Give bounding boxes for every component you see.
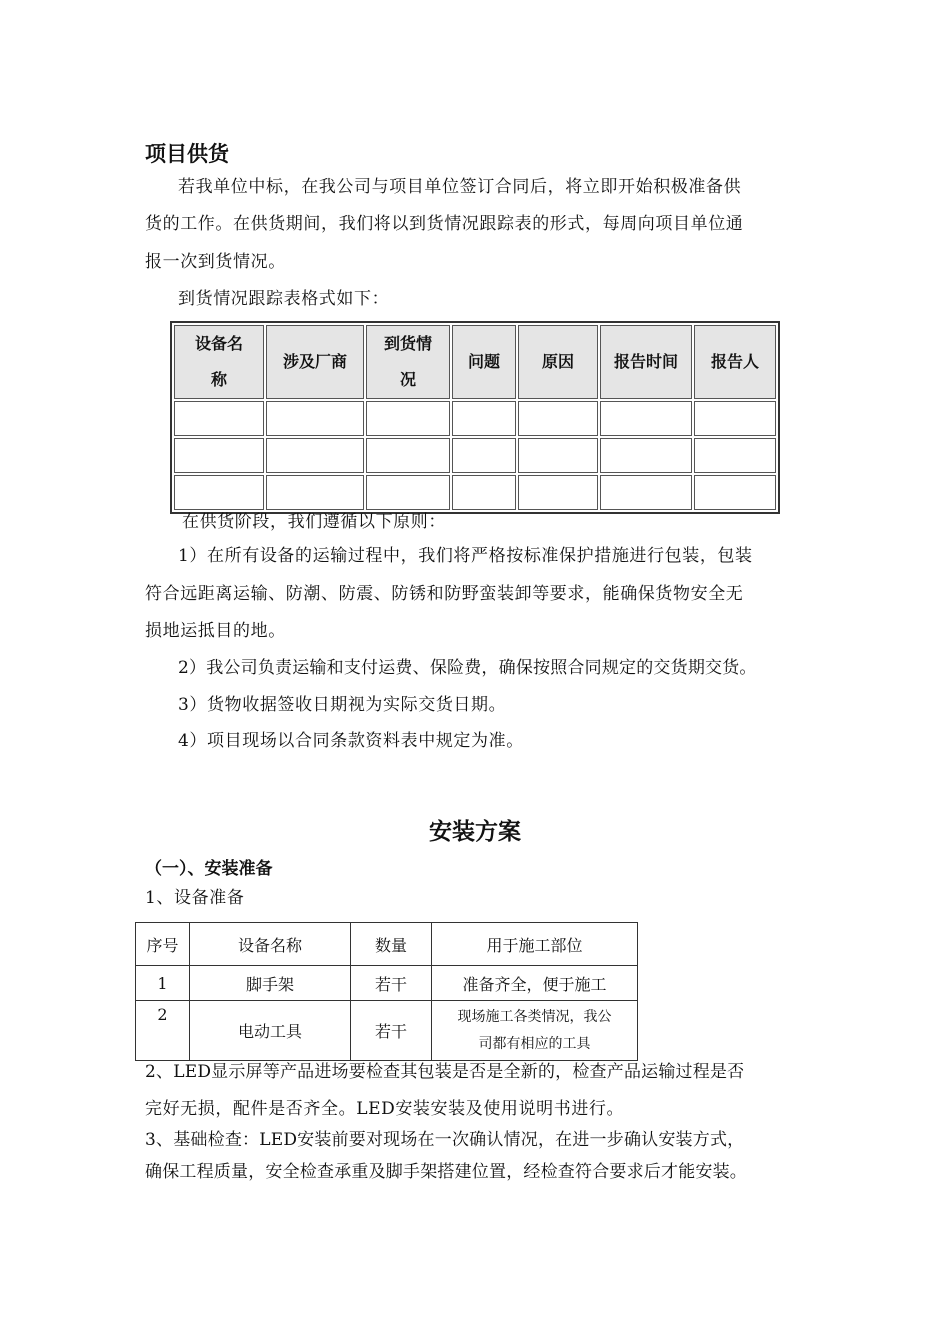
principle-line: 损地运抵目的地。: [145, 621, 286, 641]
equipment-table: [135, 922, 638, 1061]
row-use: 现场施工各类情况，我公 司都有相应的工具: [432, 1001, 638, 1061]
row-qty: 若干: [351, 1001, 432, 1061]
equipment-table-header-row: [136, 923, 638, 966]
header-problem: 问题: [452, 325, 516, 399]
principles-intro: 在供货阶段，我们遵循以下原则：: [182, 512, 446, 532]
header-reporter: 报告人: [694, 325, 776, 399]
header-arrival-status: 到货情 况: [366, 325, 450, 399]
row-no: 2: [136, 1001, 190, 1061]
header-report-time: 报告时间: [600, 325, 692, 399]
row-use: 准备齐全，便于施工: [432, 966, 638, 1001]
principle-line: 4）项目现场以合同条款资料表中规定为准。: [178, 731, 524, 751]
paragraph-line: 若我单位中标，在我公司与项目单位签订合同后，将立即开始积极准备供: [178, 177, 742, 197]
row-no: 1: [136, 966, 190, 1001]
header-quantity: 数量: [351, 923, 432, 966]
subsection-title: （一）、安装准备: [145, 859, 273, 879]
principle-line: 符合远距离运输、防潮、防震、防锈和防野蛮装卸等要求，能确保货物安全无: [145, 584, 744, 604]
list-item: 完好无损，配件是否齐全。LED安装安装及使用说明书进行。: [145, 1099, 625, 1119]
principle-line: 2）我公司负责运输和支付运费、保险费，确保按照合同规定的交货期交货。: [178, 658, 757, 678]
tracking-table-header-row: [174, 325, 776, 399]
page-title: 安装方案: [429, 819, 521, 845]
row-qty: 若干: [351, 966, 432, 1001]
table-row: [174, 438, 776, 473]
header-equipment-name: 设备名称: [190, 923, 351, 966]
header-no: 序号: [136, 923, 190, 966]
tracking-table: [170, 321, 780, 514]
row-name: 脚手架: [190, 966, 351, 1001]
header-manufacturer: 涉及厂商: [266, 325, 364, 399]
principle-line: 3）货物收据签收日期视为实际交货日期。: [178, 695, 507, 715]
header-reason: 原因: [518, 325, 598, 399]
header-device-name: 设备名 称: [174, 325, 264, 399]
table-row: [174, 401, 776, 436]
principle-line: 1）在所有设备的运输过程中，我们将严格按标准保护措施进行包装，包装: [178, 546, 753, 566]
paragraph-line: 货的工作。在供货期间，我们将以到货情况跟踪表的形式，每周向项目单位通: [145, 214, 744, 234]
paragraph-line: 报一次到货情况。: [145, 252, 286, 272]
header-usage: 用于施工部位: [432, 923, 638, 966]
row-name: 电动工具: [190, 1001, 351, 1061]
section-title: 项目供货: [145, 142, 229, 166]
table-row: [136, 1001, 638, 1061]
table-intro: 到货情况跟踪表格式如下：: [178, 289, 390, 309]
table-row: [136, 966, 638, 1001]
list-item: 2、LED显示屏等产品进场要检查其包装是否是全新的，检查产品运输过程是否: [145, 1062, 745, 1082]
list-item: 确保工程质量，安全检查承重及脚手架搭建位置，经检查符合要求后才能安装。: [145, 1162, 747, 1182]
list-item: 1、设备准备: [145, 888, 245, 908]
list-item: 3、基础检查：LED安装前要对现场在一次确认情况，在进一步确认安装方式，: [145, 1130, 745, 1150]
